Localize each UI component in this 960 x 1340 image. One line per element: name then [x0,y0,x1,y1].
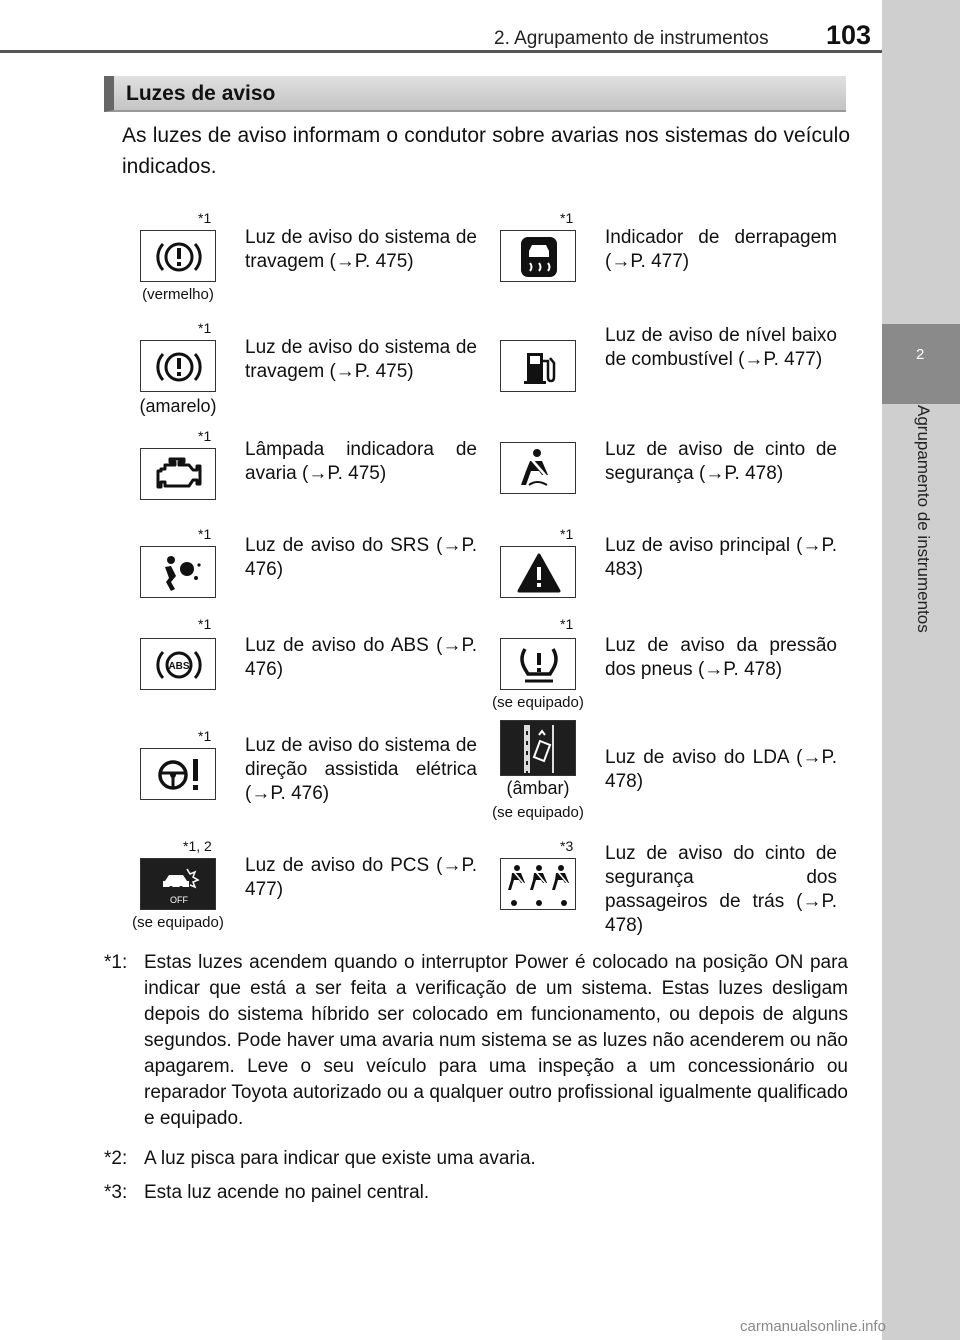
brake-warning-icon [140,340,216,392]
watermark: carmanualsonline.info [740,1318,886,1335]
warning-description: Luz de aviso do sistema de direção assistida elétrica (→P. 476) [245,735,477,804]
chapter-number: 2 [916,346,925,363]
footnote-marker: *1 [198,428,212,444]
icon-caption: (se equipado) [492,694,584,711]
fuel-level-icon [500,340,576,392]
footnote-marker: *1 [560,210,574,226]
power-steering-icon [140,748,216,800]
header-rule [0,50,882,53]
footnote-mark: *1: [104,952,128,973]
chapter-number-tab [882,324,960,404]
footnote-marker: *1 [198,526,212,542]
footnote-text: A luz pisca para indicar que existe uma avaria. [144,1148,536,1169]
warning-description: Luz de aviso do sistema de travagem (→P. 475) [245,227,477,272]
check-engine-icon [140,448,216,500]
footnote-text: Esta luz acende no painel central. [144,1182,430,1203]
abs-icon [140,638,216,690]
footnote-2 [104,1146,848,1172]
icon-caption: (amarelo) [139,396,217,416]
chapter-side-label: Agrupamento de instrumentos [914,405,933,633]
section-heading-bar [104,76,846,112]
warning-description: Luz de aviso principal (→P. 483) [605,535,837,580]
skid-indicator-icon [500,230,576,282]
warning-description: Luz de aviso de nível baixo de combustível (→P. 477) [605,325,837,370]
warning-description: Luz de aviso da pressão dos pneus (→P. 478) [605,635,837,680]
srs-airbag-icon [140,546,216,598]
footnote-text: Estas luzes acendem quando o interruptor Power é colocado na posição ON para indicar que está a ser feita a verificação de um sistema. Estas luzes desligam depois do sistema híbrido ser colocado em funcionamento, ou depois de alguns segundos. Pode haver uma avaria num sistema se as luzes não acenderem ou não apagarem. Leve o seu veículo para uma inspeção a um concessionário ou reparador Toyota autorizado ou a qualquer outro profissional igualmente qualificado e equipado. [144,952,848,1129]
footnote-marker: *1 [560,526,574,542]
footnote-marker: *1 [198,210,212,226]
running-header-title: 2. Agrupamento de instrumentos [494,28,769,49]
warning-description: Lâmpada indicadora de avaria (→P. 475) [245,439,477,484]
brake-warning-icon [140,230,216,282]
footnote-mark: *2: [104,1148,128,1169]
intro-paragraph: As luzes de aviso informam o condutor sobre avarias nos sistemas do veículo indicados. [122,124,850,178]
icon-caption-secondary: (se equipado) [492,804,584,821]
lda-icon [500,720,576,776]
footnote-marker: *1 [198,728,212,744]
warning-description: Luz de aviso de cinto de segurança (→P. 478) [605,439,837,484]
tire-pressure-icon [500,638,576,690]
warning-description: Indicador de derrapagem (→P. 477) [605,227,837,272]
warning-description: Luz de aviso do LDA (→P. 478) [605,747,837,792]
footnote-3 [104,1180,848,1206]
pcs-off-label: OFF [170,895,188,905]
icon-caption: (vermelho) [142,286,214,303]
warning-description: Luz de aviso do SRS (→P. 476) [245,535,477,580]
svg-text:ABS: ABS [168,661,190,672]
master-warning-icon [500,546,576,598]
warning-description: Luz de aviso do cinto de segurança dos passageiros de trás (→P. 478) [605,843,837,936]
warning-description: Luz de aviso do sistema de travagem (→P. 475) [245,337,477,382]
footnote-marker: *1, 2 [183,838,212,854]
icon-caption: (âmbar) [506,778,570,798]
footnote-marker: *1 [198,616,212,632]
pcs-off-icon [140,858,216,910]
footnote-marker: *3 [560,838,574,854]
seatbelt-icon [500,442,576,494]
rear-seatbelt-icon [500,858,576,910]
footnote-marker: *1 [198,320,212,336]
warning-description: Luz de aviso do ABS (→P. 476) [245,635,477,680]
warning-description: Luz de aviso do PCS (→P. 477) [245,855,477,900]
icon-caption: (se equipado) [132,914,224,931]
page-number: 103 [826,20,872,50]
footnote-1 [104,950,848,1132]
section-title: Luzes de aviso [126,82,276,105]
footnote-marker: *1 [560,616,574,632]
footnote-mark: *3: [104,1182,128,1203]
